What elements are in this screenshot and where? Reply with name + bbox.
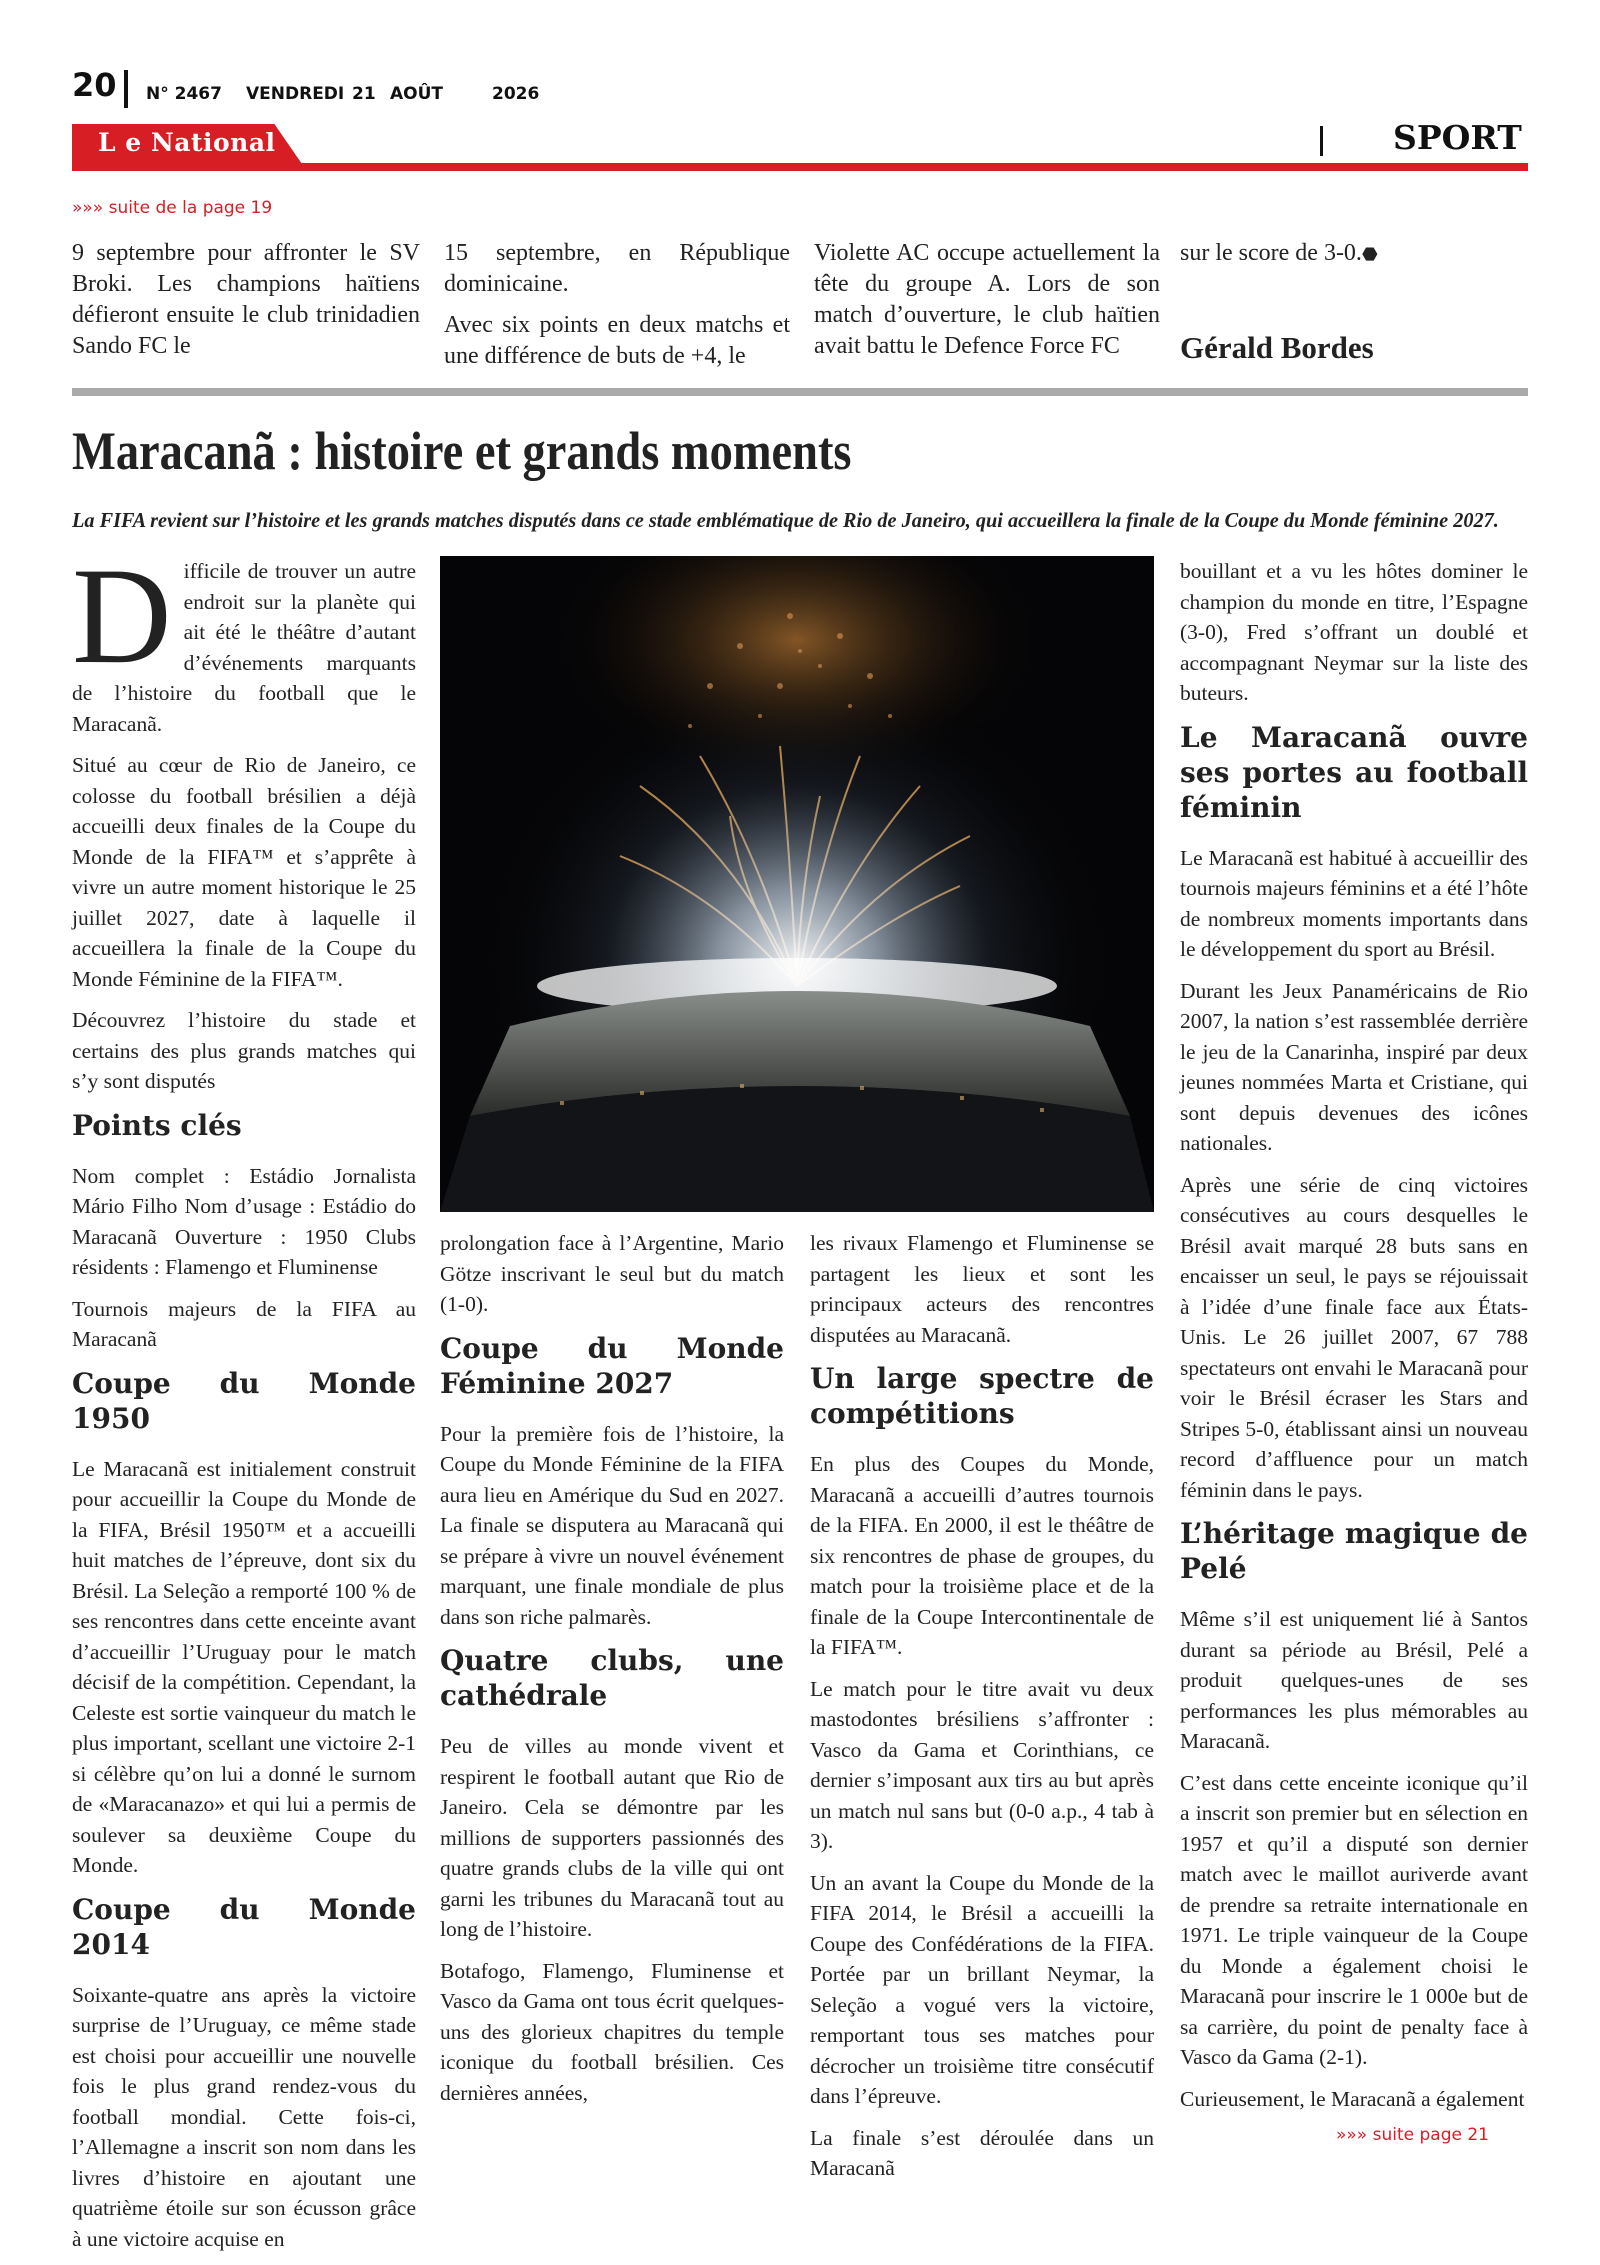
top-article-column-2 [444, 238, 790, 382]
drop-cap: D [72, 539, 172, 692]
brand-name: L e National [98, 128, 276, 157]
subheading-four-clubs: Quatre clubs, une cathédrale [440, 1644, 784, 1712]
paragraph: Soixante-quatre ans après la victoire surprise de l’Uruguay, ce même stade est choisi pour accueillir une nouvelle fois le plus grand rendez-vous du football mondial. Cette fois-ci, l’Allemagne a inscrit son nom dans les livres d’histoire en ajoutant une quatrième étoile sur son écusson grâce à une victoire acquise en [72, 1982, 416, 2251]
stadium-fireworks-photo [440, 556, 1154, 1212]
issue-month: AOÛT [390, 84, 444, 104]
paragraph: 15 septembre, en République dominicaine. [444, 240, 790, 297]
paragraph: Même s’il est uniquement lié à Santos durant sa période au Brésil, Pelé a produit quelques-unes de ses performances les plus mémorables au Maracanã. [1180, 1607, 1528, 1753]
continued-from-label: »»» suite de la page 19 [72, 198, 273, 218]
continued-to-label: »»» suite page 21 [1336, 2125, 1489, 2145]
subheading-pele-legacy: L’héritage magique de Pelé [1180, 1517, 1528, 1585]
issue-weekday: VENDREDI [246, 84, 345, 104]
paragraph: Avec six points en deux matchs et une différence de buts de +4, le [444, 312, 790, 369]
subheading-womens-world-cup-2027: Coupe du Monde Féminine 2027 [440, 1331, 784, 1400]
paragraph-text: ifficile de trouver un autre endroit sur la planète qui ait été le théâtre d’autant d’événements marquants de l’histoire du football que le Maracanã. [72, 559, 416, 736]
paragraph: En plus des Coupes du Monde, Maracanã a accueilli d’autres tournois de la FIFA. En 2000, il est le théâtre de six rencontres de phase de groupes, du match pour la troisième place et de la finale de la Coupe Intercontinentale de la FIFA™. [810, 1452, 1154, 1659]
page-number: 20 [72, 66, 117, 104]
paragraph: Découvrez l’histoire du stade et certains des plus grands matches qui s’y sont disputés [72, 1008, 416, 1093]
paragraph: Peu de villes au monde vivent et respirent le football autant que Rio de Janeiro. Cela se démontre par les millions de supporters passionnés des quatre grands clubs de la ville qui ont garni les tribunes du Maracanã tout au long de l’histoire. [440, 1734, 784, 1941]
paragraph: 9 septembre pour affronter le SV Broki. Les champions haïtiens défieront ensuite le club trinidadien Sando FC le [72, 240, 420, 359]
subheading-womens-football: Le Maracanã ouvre ses portes au football féminin [1180, 720, 1528, 824]
issue-number: N° 2467 [146, 84, 222, 104]
top-article-column-3 [814, 238, 1160, 372]
subheading-competitions: Un large spectre de compétitions [810, 1362, 1154, 1430]
section-gray-rule [72, 388, 1528, 396]
subheading-world-cup-2014: Coupe du Monde 2014 [72, 1892, 416, 1961]
end-of-article-icon: ⬣ [1361, 244, 1378, 264]
subheading-world-cup-1950: Coupe du Monde 1950 [72, 1366, 416, 1435]
paragraph: Nom complet : Estádio Jornalista Mário Filho Nom d’usage : Estádio do Maracanã Ouverture : 1950 Clubs résidents : Flamengo et Fluminense [72, 1163, 416, 1279]
issue-day: 21 [352, 84, 376, 104]
subheading-key-points: Points clés [72, 1108, 242, 1142]
paragraph: bouillant et a vu les hôtes dominer le champion du monde en titre, l’Espagne (3-0), Fred s’offrant un doublé et accompagnant Neymar sur la liste des buteurs. [1180, 559, 1528, 705]
paragraph: Botafogo, Flamengo, Fluminense et Vasco da Gama ont tous écrit quelques-uns des glorieux chapitres du temple iconique du football brésilien. Ces dernières années, [440, 1958, 784, 2105]
header-red-rule [72, 163, 1528, 171]
paragraph: sur le score de 3-0. [1180, 240, 1362, 266]
section-divider [1320, 126, 1323, 156]
paragraph: Après une série de cinq victoires consécutives au cours desquelles le Brésil avait marqué 28 buts sans en encaisser un seul, le pays se réjouissait à l’idée d’une finale face aux États-Unis. Le 26 juillet 2007, 67 788 spectateurs ont envahi le Maracanã pour voir le Brésil écraser les Stars and Stripes 5-0, établissant ainsi un nouveau record d’affluence pour un match féminin dans le pays. [1180, 1172, 1528, 1502]
paragraph: Un an avant la Coupe du Monde de la FIFA 2014, le Brésil a accueilli la Coupe des Confédérations de la FIFA. Portée par un brillant Neymar, la Seleção a vogué vers la victoire, remportant tous ses matches pour décrocher un troisième titre consécutif dans l’épreuve. [810, 1870, 1154, 2108]
opening-paragraph [72, 539, 416, 739]
section-title: SPORT [1393, 118, 1522, 157]
paragraph: prolongation face à l’Argentine, Mario Götze inscrivant le seul but du match (1-0). [440, 1231, 784, 1316]
paragraph: Tournois majeurs de la FIFA au Maracanã [72, 1296, 416, 1351]
author-signature: Gérald Bordes [1180, 330, 1374, 365]
article-column-3 [810, 1228, 1154, 2195]
paragraph: La finale s’est déroulée dans un Maracanã [810, 2125, 1154, 2180]
article-column-4 [1180, 556, 1528, 2125]
paragraph: Le Maracanã est habitué à accueillir des tournois majeurs féminins et a été l’hôte de nombreux moments importants dans le développement du sport au Brésil. [1180, 845, 1528, 961]
paragraph: Situé au cœur de Rio de Janeiro, ce colosse du football brésilien a déjà accueilli deux finales de la Coupe du Monde de la FIFA™ et s’apprête à vivre un autre moment historique le 25 juillet 2027, date à laquelle il accueillera la finale de la Coupe du Monde Féminine de la FIFA™. [72, 753, 416, 991]
paragraph: Curieusement, le Maracanã a également [1180, 2086, 1525, 2111]
paragraph: Durant les Jeux Panaméricains de Rio 2007, la nation s’est rassemblée derrière le jeu de la Canarinha, inspiré par deux jeunes nommées Marta et Cristiane, qui sont depuis devenues des icônes nationales. [1180, 978, 1528, 1155]
article-column-1 [72, 539, 416, 2265]
paragraph: Le match pour le titre avait vu deux mastodontes brésiliens s’affronter : Vasco da Gama et Corinthians, ce dernier s’imposant aux tirs au but après un match nul sans but (0-0 a.p., 4 tab à 3). [810, 1676, 1154, 1853]
paragraph: Le Maracanã est initialement construit pour accueillir la Coupe du Monde de la FIFA, Brésil 1950™ et a accueilli huit matches de l’épreuve, dont six du Brésil. La Seleção a remporté 100 % de ses rencontres dans cette enceinte avant d’accueillir l’Uruguay pour le match décisif de la compétition. Cependant, la Celeste est sortie vainqueur du match le plus important, scellant une victoire 2-1 si célèbre qu’on lui a donné le surnom de «Maracanazo» et qui lui a permis de soulever sa deuxième Coupe du Monde. [72, 1456, 416, 1877]
header-divider [124, 70, 128, 108]
top-article-column-4 [1180, 238, 1528, 270]
article-headline: Maracanã : histoire et grands moments [72, 421, 852, 481]
issue-year: 2026 [492, 84, 540, 104]
paragraph: les rivaux Flamengo et Fluminense se partagent les lieux et sont les principaux acteurs des rencontres disputées au Maracanã. [810, 1231, 1154, 1347]
article-column-2 [440, 1228, 784, 2119]
paragraph: Violette AC occupe actuellement la tête du groupe A. Lors de son match d’ouverture, le club haïtien avait battu le Defence Force FC [814, 240, 1160, 359]
article-lede: La FIFA revient sur l’histoire et les grands matches disputés dans ce stade emblématique de Rio de Janeiro, qui accueillera la finale de la Coupe du Monde féminine 2027. [72, 508, 1499, 532]
paragraph: C’est dans cette enceinte iconique qu’il a inscrit son premier but en sélection en 1957 et qu’il a disputé son dernier match avec le maillot auriverde avant de prendre sa retraite internationale en 1971. Le triple vainqueur de la Coupe du Monde a également choisi le Maracanã pour inscrire le 1 000e but de sa carrière, du point de penalty face à Vasco da Gama (2-1). [1180, 1770, 1528, 2069]
top-article-column-1 [72, 238, 420, 372]
paragraph: Pour la première fois de l’histoire, la Coupe du Monde Féminine de la FIFA aura lieu en Amérique du Sud en 2027. La finale se disputera au Maracanã qui se prépare à vivre un nouvel événement marquant, une finale mondiale de plus dans son riche palmarès. [440, 1421, 784, 1629]
